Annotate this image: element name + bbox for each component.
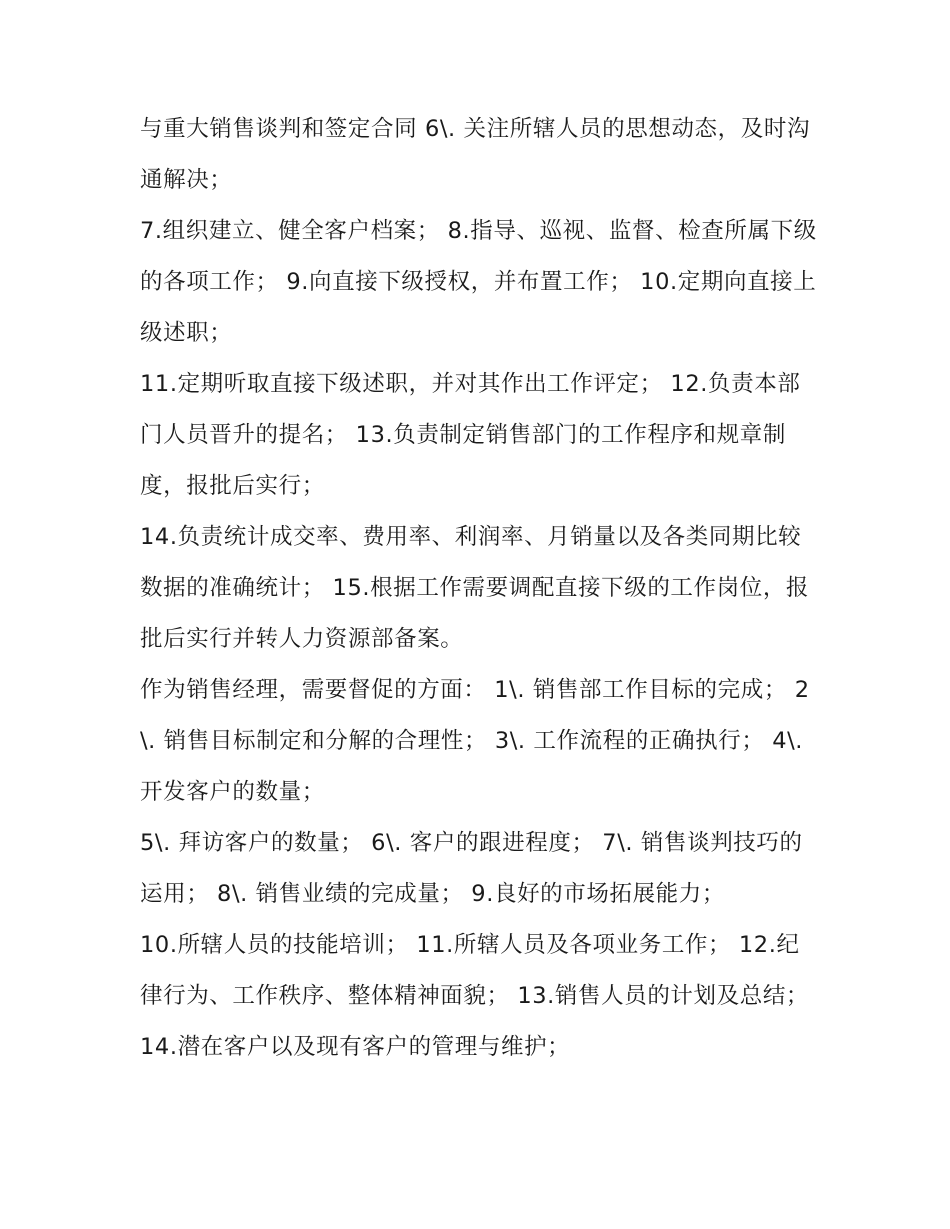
paragraph: 14.潜在客户以及现有客户的管理与维护；	[140, 1034, 571, 1060]
paragraph: 11.定期听取直接下级述职，并对其作出工作评定； 12.负责本部门人员晋升的提名； 13.负责制定销售部门的工作程序和规章制度，报批后实行；	[140, 371, 801, 499]
paragraph: 5\. 拜访客户的数量； 6\. 客户的跟进程度； 7\. 销售谈判技巧的运用； 8\. 销售业绩的完成量； 9.良好的市场拓展能力；	[140, 830, 803, 907]
paragraph: 与重大销售谈判和签定合同 6\. 关注所辖人员的思想动态，及时沟通解决；	[140, 116, 811, 193]
paragraph: 14.负责统计成交率、费用率、利润率、月销量以及各类同期比较数据的准确统计； 15.根据工作需要调配直接下级的工作岗位，报批后实行并转人力资源部备案。	[140, 524, 810, 652]
document-body	[140, 104, 820, 1073]
paragraph: 7.组织建立、健全客户档案； 8.指导、巡视、监督、检查所属下级的各项工作； 9.向直接下级授权，并布置工作； 10.定期向直接上级述职；	[140, 218, 817, 346]
paragraph: 10.所辖人员的技能培训； 11.所辖人员及各项业务工作； 12.纪律行为、工作秩序、整体精神面貌； 13.销售人员的计划及总结；	[140, 932, 810, 1009]
paragraph: 作为销售经理，需要督促的方面： 1\. 销售部工作目标的完成； 2\. 销售目标制定和分解的合理性； 3\. 工作流程的正确执行； 4\. 开发客户的数量；	[140, 677, 810, 805]
